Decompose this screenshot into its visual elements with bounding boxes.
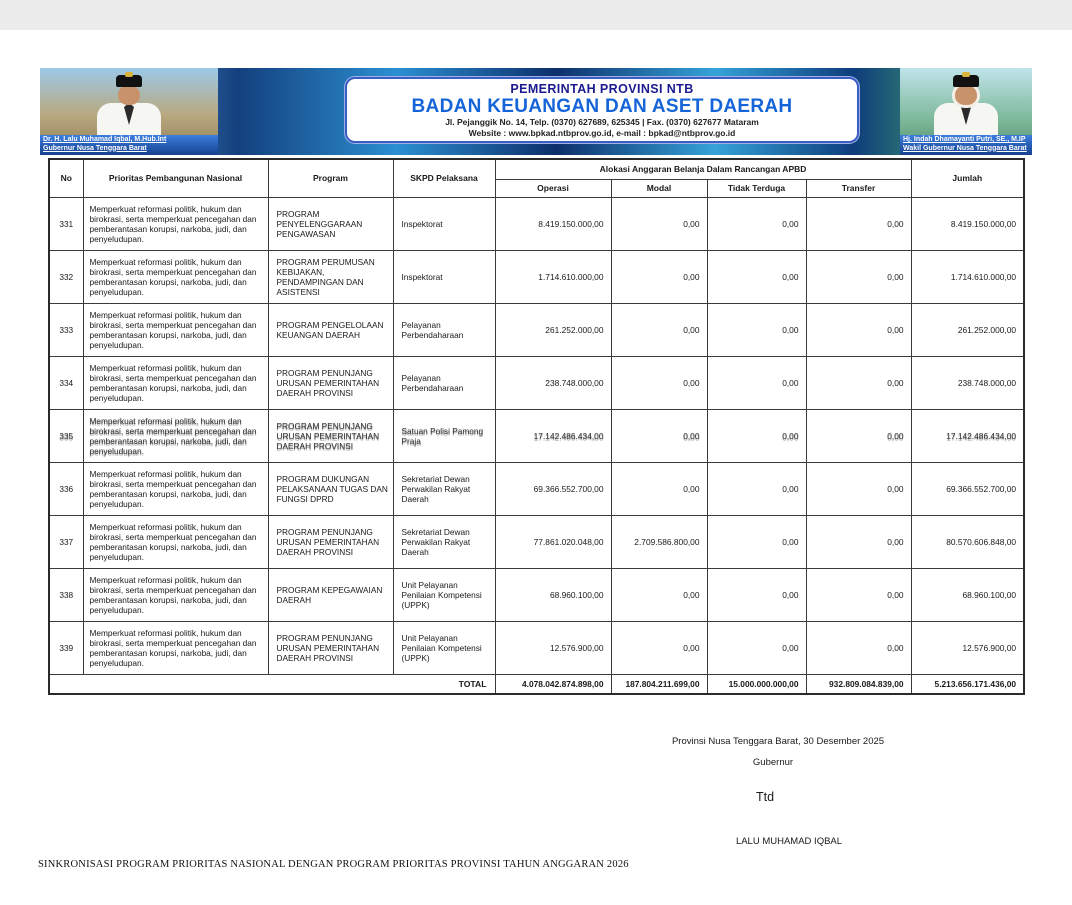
cell-operasi: 69.366.552.700,00 [495, 462, 611, 515]
table-row [49, 621, 1024, 674]
signature-block [578, 730, 978, 860]
letterhead-text-box [345, 77, 859, 143]
cell-priority: Memperkuat reformasi politik, hukum dan birokrasi, serta memperkuat pencegahan dan pemberantasan korupsi, narkoba, judi, dan penyeludupan. [83, 568, 268, 621]
page-top-strip [0, 0, 1072, 30]
col-header-no: No [49, 159, 83, 197]
cell-priority: Memperkuat reformasi politik, hukum dan birokrasi, serta memperkuat pencegahan dan pemberantasan korupsi, narkoba, judi, dan penyeludupan. [83, 409, 268, 462]
cell-modal: 0,00 [611, 462, 707, 515]
vice-governor-title: Wakil Gubernur Nusa Tenggara Barat [903, 144, 1027, 152]
cell-skpd: Sekretariat Dewan Perwakilan Rakyat Daerah [393, 515, 495, 568]
cell-no: 337 [49, 515, 83, 568]
table-row [49, 409, 1024, 462]
col-header-priority: Prioritas Pembangunan Nasional [83, 159, 268, 197]
signature-name: LALU MUHAMAD IQBAL [735, 836, 843, 847]
cell-priority: Memperkuat reformasi politik, hukum dan birokrasi, serta memperkuat pencegahan dan pemberantasan korupsi, narkoba, judi, dan penyeludupan. [83, 303, 268, 356]
cell-jumlah: 80.570.606.848,00 [911, 515, 1024, 568]
total-jumlah: 5.213.656.171.436,00 [911, 674, 1024, 694]
cell-tidak-terduga: 0,00 [707, 462, 806, 515]
government-title: PEMERINTAH PROVINSI NTB [510, 82, 694, 96]
cell-modal: 0,00 [611, 409, 707, 462]
col-header-modal: Modal [611, 179, 707, 197]
cell-skpd: Satuan Polisi Pamong Praja [393, 409, 495, 462]
total-tidak-terduga: 15.000.000.000,00 [707, 674, 806, 694]
cell-tidak-terduga: 0,00 [707, 356, 806, 409]
cell-modal: 0,00 [611, 250, 707, 303]
table-row [49, 462, 1024, 515]
cell-program: PROGRAM PENUNJANG URUSAN PEMERINTAHAN DAERAH PROVINSI [268, 621, 393, 674]
cell-transfer: 0,00 [806, 462, 911, 515]
vice-governor-photo [900, 68, 1032, 155]
cell-program: PROGRAM DUKUNGAN PELAKSANAAN TUGAS DAN FUNGSI DPRD [268, 462, 393, 515]
cell-modal: 0,00 [611, 303, 707, 356]
agency-title: BADAN KEUANGAN DAN ASET DAERAH [411, 96, 793, 117]
cell-transfer: 0,00 [806, 303, 911, 356]
cell-operasi: 1.714.610.000,00 [495, 250, 611, 303]
table-row [49, 303, 1024, 356]
cell-priority: Memperkuat reformasi politik, hukum dan birokrasi, serta memperkuat pencegahan dan pemberantasan korupsi, narkoba, judi, dan penyeludupan. [83, 250, 268, 303]
total-row [49, 674, 1024, 694]
total-label: TOTAL [49, 674, 495, 694]
cell-priority: Memperkuat reformasi politik, hukum dan birokrasi, serta memperkuat pencegahan dan pemberantasan korupsi, narkoba, judi, dan penyeludupan. [83, 356, 268, 409]
governor-portrait-icon [89, 75, 169, 137]
cell-skpd: Pelayanan Perbendaharaan [393, 356, 495, 409]
cell-operasi: 12.576.900,00 [495, 621, 611, 674]
cell-no: 331 [49, 197, 83, 250]
agency-contact: Website : www.bpkad.ntbprov.go.id, e-mail : bpkad@ntbprov.go.id [468, 127, 736, 138]
cell-program: PROGRAM KEPEGAWAIAN DAERAH [268, 568, 393, 621]
cell-tidak-terduga: 0,00 [707, 515, 806, 568]
total-operasi: 4.078.042.874.898,00 [495, 674, 611, 694]
governor-photo [40, 68, 218, 155]
cell-priority: Memperkuat reformasi politik, hukum dan birokrasi, serta memperkuat pencegahan dan pemberantasan korupsi, narkoba, judi, dan penyeludupan. [83, 621, 268, 674]
col-header-operasi: Operasi [495, 179, 611, 197]
signature-place-date: Provinsi Nusa Tenggara Barat, 30 Desember 2025 [671, 736, 885, 747]
cell-jumlah: 69.366.552.700,00 [911, 462, 1024, 515]
cell-tidak-terduga: 0,00 [707, 409, 806, 462]
cell-no: 334 [49, 356, 83, 409]
vice-governor-name: Hj. Indah Dhamayanti Putri, SE., M.IP [903, 136, 1026, 143]
vice-governor-portrait-icon [926, 75, 1006, 137]
cell-skpd: Unit Pelayanan Penilaian Kompetensi (UPPK) [393, 621, 495, 674]
cell-modal: 0,00 [611, 356, 707, 409]
cell-operasi: 8.419.150.000,00 [495, 197, 611, 250]
table-row [49, 515, 1024, 568]
cell-tidak-terduga: 0,00 [707, 568, 806, 621]
cell-jumlah: 17.142.486.434,00 [911, 409, 1024, 462]
vice-governor-caption [900, 135, 1032, 155]
cell-tidak-terduga: 0,00 [707, 250, 806, 303]
cell-operasi: 238.748.000,00 [495, 356, 611, 409]
signature-ttd: Ttd [755, 790, 775, 804]
table-row [49, 356, 1024, 409]
cell-operasi: 261.252.000,00 [495, 303, 611, 356]
cell-tidak-terduga: 0,00 [707, 197, 806, 250]
cell-program: PROGRAM PERUMUSAN KEBIJAKAN, PENDAMPINGAN DAN ASISTENSI [268, 250, 393, 303]
cell-transfer: 0,00 [806, 197, 911, 250]
col-header-transfer: Transfer [806, 179, 911, 197]
cell-priority: Memperkuat reformasi politik, hukum dan birokrasi, serta memperkuat pencegahan dan pemberantasan korupsi, narkoba, judi, dan penyeludupan. [83, 462, 268, 515]
table-row [49, 568, 1024, 621]
table-row [49, 197, 1024, 250]
cell-skpd: Sekretariat Dewan Perwakilan Rakyat Daerah [393, 462, 495, 515]
cell-no: 339 [49, 621, 83, 674]
governor-title: Gubernur Nusa Tenggara Barat [43, 144, 147, 152]
cell-priority: Memperkuat reformasi politik, hukum dan birokrasi, serta memperkuat pencegahan dan pemberantasan korupsi, narkoba, judi, dan penyeludupan. [83, 515, 268, 568]
table-body [49, 197, 1024, 674]
cell-skpd: Inspektorat [393, 250, 495, 303]
signature-role: Gubernur [752, 757, 794, 768]
cell-no: 333 [49, 303, 83, 356]
cell-no: 335 [49, 409, 83, 462]
cell-skpd: Pelayanan Perbendaharaan [393, 303, 495, 356]
cell-modal: 0,00 [611, 568, 707, 621]
cell-program: PROGRAM PENUNJANG URUSAN PEMERINTAHAN DAERAH PROVINSI [268, 515, 393, 568]
cell-tidak-terduga: 0,00 [707, 303, 806, 356]
letterhead-banner [40, 68, 1032, 155]
cell-skpd: Unit Pelayanan Penilaian Kompetensi (UPPK) [393, 568, 495, 621]
cell-tidak-terduga: 0,00 [707, 621, 806, 674]
cell-modal: 2.709.586.800,00 [611, 515, 707, 568]
cell-no: 336 [49, 462, 83, 515]
cell-transfer: 0,00 [806, 409, 911, 462]
cell-operasi: 17.142.486.434,00 [495, 409, 611, 462]
col-header-tidak-terduga: Tidak Terduga [707, 179, 806, 197]
cell-transfer: 0,00 [806, 568, 911, 621]
budget-table-container [48, 158, 1025, 695]
cell-jumlah: 238.748.000,00 [911, 356, 1024, 409]
cell-no: 338 [49, 568, 83, 621]
agency-address: Jl. Pejanggik No. 14, Telp. (0370) 627689, 625345 | Fax. (0370) 627677 Mataram [445, 117, 759, 127]
cell-modal: 0,00 [611, 621, 707, 674]
budget-table [48, 158, 1025, 695]
col-header-program: Program [268, 159, 393, 197]
cell-priority: Memperkuat reformasi politik, hukum dan birokrasi, serta memperkuat pencegahan dan pemberantasan korupsi, narkoba, judi, dan penyeludupan. [83, 197, 268, 250]
governor-name: Dr. H. Lalu Muhamad Iqbal, M.Hub.Int [43, 136, 167, 143]
cell-modal: 0,00 [611, 197, 707, 250]
cell-operasi: 68.960.100,00 [495, 568, 611, 621]
cell-no: 332 [49, 250, 83, 303]
cell-jumlah: 8.419.150.000,00 [911, 197, 1024, 250]
cell-jumlah: 12.576.900,00 [911, 621, 1024, 674]
cell-program: PROGRAM PENUNJANG URUSAN PEMERINTAHAN DAERAH PROVINSI [268, 409, 393, 462]
governor-caption [40, 135, 218, 155]
cell-transfer: 0,00 [806, 515, 911, 568]
col-header-jumlah: Jumlah [911, 159, 1024, 197]
cell-operasi: 77.861.020.048,00 [495, 515, 611, 568]
cell-jumlah: 261.252.000,00 [911, 303, 1024, 356]
total-transfer: 932.809.084.839,00 [806, 674, 911, 694]
cell-transfer: 0,00 [806, 621, 911, 674]
cell-skpd: Inspektorat [393, 197, 495, 250]
table-row [49, 250, 1024, 303]
cell-program: PROGRAM PENGELOLAAN KEUANGAN DAERAH [268, 303, 393, 356]
cell-program: PROGRAM PENUNJANG URUSAN PEMERINTAHAN DAERAH PROVINSI [268, 356, 393, 409]
footer-note: SINKRONISASI PROGRAM PRIORITAS NASIONAL DENGAN PROGRAM PRIORITAS PROVINSI TAHUN ANGGARAN 2026 [38, 859, 629, 870]
cell-jumlah: 68.960.100,00 [911, 568, 1024, 621]
cell-program: PROGRAM PENYELENGGARAAN PENGAWASAN [268, 197, 393, 250]
total-modal: 187.804.211.699,00 [611, 674, 707, 694]
cell-jumlah: 1.714.610.000,00 [911, 250, 1024, 303]
cell-transfer: 0,00 [806, 250, 911, 303]
col-header-skpd: SKPD Pelaksana [393, 159, 495, 197]
cell-transfer: 0,00 [806, 356, 911, 409]
col-header-allocation-group: Alokasi Anggaran Belanja Dalam Rancangan APBD [495, 159, 911, 179]
